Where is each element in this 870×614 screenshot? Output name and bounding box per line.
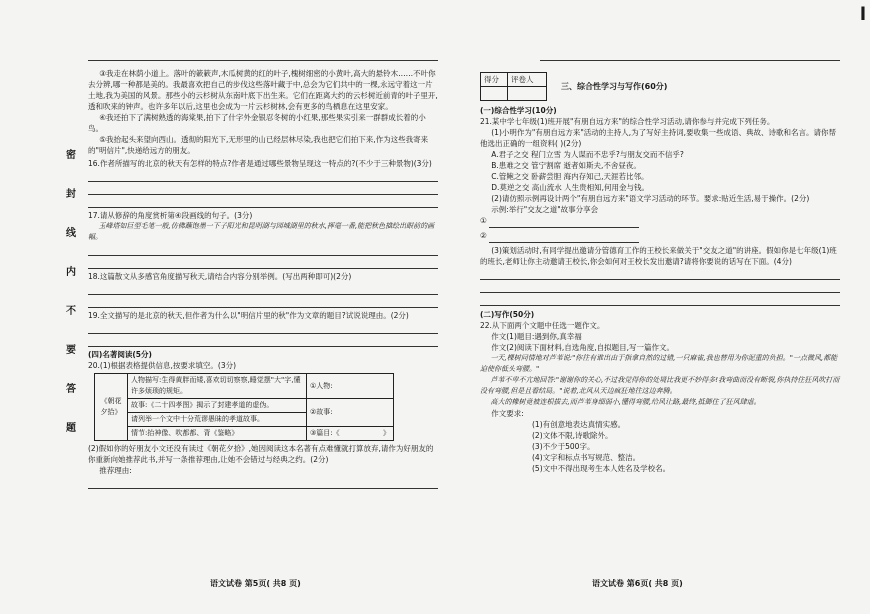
blank-1-line[interactable] <box>489 217 639 228</box>
seal-char: 不 <box>66 306 76 317</box>
table-cell: 请列举一个文中十分荒谬愚昧的孝道故事。 <box>128 413 307 427</box>
book-table <box>94 373 394 441</box>
topic-1: 作文(1)题目:遇到你,真幸福 <box>491 332 582 341</box>
question-21: 21.某中学七年级(1)班开展"有朋自远方来"的综合性学习活动,请你参与并完成下列任务。 <box>480 117 775 126</box>
chapter-suffix: 》 <box>383 429 390 437</box>
question-17-quote: 玉峰塔如巨型毛笔一般,仿佛蘸饱墨一下子阳光和昆明湖与园城湖里的秋水,挥毫一番,能把秋色描绘出眼前的画幅。 <box>88 222 435 241</box>
material-paragraph-3: 高大的橡树竟被连根拔去,而芦苇身细弱小,懂得弯腰,给风让路,最终,抵御住了狂风肆虐。 <box>490 398 761 406</box>
seal-char: 内 <box>66 267 76 278</box>
recommend-label: 推荐理由: <box>99 466 132 475</box>
top-rule-left <box>88 60 438 61</box>
answer-line[interactable] <box>88 171 438 182</box>
blank-1-label: ① <box>480 216 487 225</box>
right-column <box>480 72 840 474</box>
table-cell: 情节:抬神像、吹都都、背《鉴略》 <box>128 427 307 441</box>
answer-line[interactable] <box>88 323 438 334</box>
answer-line[interactable] <box>480 282 840 293</box>
option-a[interactable]: A.君子之交 程门立雪 为人谋而不忠乎?与朋友交而不信乎? <box>491 150 684 159</box>
blank-2-label: ② <box>480 231 487 240</box>
footer-right: 语文试卷 第6页( 共8 页) <box>592 579 683 588</box>
question-21-3: (3)策划活动时,有同学提出邀请分管德育工作的王校长来做关于"交友之道"的讲座。假如你是七年级(1)班的班长,老师让你主动邀请王校长,你会如何对王校长发出邀请?请将你要说的话写在下面。(4分) <box>480 246 837 266</box>
requirement-4: (4)文字和标点书写规范、整洁。 <box>532 453 641 462</box>
section-4-title: (四)名著阅读(5分) <box>88 350 152 359</box>
question-19: 19.全文描写的是北京的秋天,但作者为什么以"明信片里的秋"作为文章的题目?试说说理由。(2分) <box>88 311 409 320</box>
table-cell: 故事:《二十四孝图》揭示了封建孝道的虚伪。 <box>128 399 307 413</box>
corner-mark: l <box>859 4 866 25</box>
answer-line[interactable] <box>88 258 438 269</box>
paragraph-5: ⑤我抬起头来望向西山。透彻的阳光下,无形里的山已经层林尽染,我也把它们拍下来,作为这些我寄来的"明信片",快递给远方的朋友。 <box>88 135 429 155</box>
answer-line[interactable] <box>88 184 438 195</box>
table-cell: 人物描写:生得黄胖而矮,喜欢切切察察,睡觉摆"大"字,懂许多烦琐的规矩。 <box>128 374 307 399</box>
seal-char: 密 <box>66 150 76 161</box>
seal-char: 线 <box>66 228 76 239</box>
blank-2-row <box>480 230 840 245</box>
question-22: 22.从下面两个文题中任选一题作文。 <box>480 321 605 330</box>
seal-line-text <box>66 150 78 462</box>
material-paragraph-1: 一天,棵树问情地对芦苇说:"你往有谁出由于指拿自然的过错,一只麻雀,我也替用为你泥重的负担。"一点微风,都能迫使你低头弯腰。" <box>480 354 838 373</box>
top-rule-right <box>540 60 840 61</box>
requirement-5: (5)文中不得出现考生本人姓名及学校名。 <box>532 464 671 473</box>
blank-1-row <box>480 215 840 230</box>
requirement-3: (3)不少于500字。 <box>532 442 595 451</box>
seal-char: 答 <box>66 384 76 395</box>
answer-line[interactable] <box>88 297 438 308</box>
subsection-2-title: (二)写作(50分) <box>480 310 535 319</box>
blank-2-line[interactable] <box>489 232 639 243</box>
example-text: 示例:举行"交友之道"故事分享会 <box>491 205 599 214</box>
answer-line[interactable] <box>88 284 438 295</box>
answer-cell-chapter[interactable] <box>307 427 394 441</box>
material-paragraph-2: 芦苇不卑不亢地回答:"谢谢你的关心,不过我觉得你的处境比我更不妙得多!我弯曲而没有断裂,你执持住狂风吹打而没有弯腰,但是且看结局。"说着,北风从天边疯狂地往这边奔腾。 <box>480 376 840 395</box>
seal-char: 封 <box>66 189 76 200</box>
answer-line[interactable] <box>480 295 840 306</box>
answer-cell-story[interactable]: ②故事: <box>307 399 394 427</box>
grader-cell[interactable] <box>508 87 547 101</box>
chapter-prefix: ③篇目:《 <box>310 429 340 437</box>
question-17: 17.请从修辞的角度赏析第④段画线的句子。(3分) <box>88 211 253 220</box>
requirements-title: 作文要求: <box>491 409 524 418</box>
answer-line[interactable] <box>88 197 438 208</box>
grader-header: 评卷人 <box>508 73 547 87</box>
question-21-1: (1)小明作为"有朋自远方来"活动的主持人,为了写好主持词,要收集一些成语、典故、诗歌和名言。请你帮他选出正确的一组资料( )(2分) <box>480 128 837 148</box>
section-3-title: 三、综合性学习与写作(60分) <box>561 82 668 91</box>
requirement-2: (2)文体不限,诗歌除外。 <box>532 431 613 440</box>
score-box <box>480 72 547 101</box>
question-16: 16.作者所描写的北京的秋天有怎样的特点?作者是通过哪些景物呈现这一特点的?(不少于三种景物)(3分) <box>88 159 432 168</box>
left-column <box>88 68 438 491</box>
footer-left: 语文试卷 第5页( 共8 页) <box>210 579 301 588</box>
paragraph-3: ③我走在林荫小道上。落叶的簌簌声,木瓜树黄的红的叶子,槐树细密的小黄叶,高大的悬铃木……不叶你去分辨,哪一种都是美的。我最喜欢把自己的步伐这些落叶藏于中,总会为它们共中的一棵,永远守着这一片土地,我为美国的风景。那些小的云杉树从东南叶底下出生来。它们在距离大约的云杉树近前青的叶子里开,透和吹来的钟声。也许多年以后,这里也会成为一片云杉树林,会有更多的鸟栖息在这里安家。 <box>88 69 438 111</box>
answer-line[interactable] <box>88 336 438 347</box>
seal-char: 题 <box>66 423 76 434</box>
paragraph-4: ④我还拍下了满树熟透的海棠果,拍下了什字外金银忍冬树的小红果,那些果实引来一群群成长着的小鸟。 <box>88 113 426 133</box>
answer-line[interactable] <box>88 478 438 489</box>
option-d[interactable]: D.莫逆之交 高山流水 人生贵相知,何用金与钱。 <box>491 183 650 192</box>
option-c[interactable]: C.管鲍之交 卧薪尝胆 海内存知己,天涯若比邻。 <box>491 172 649 181</box>
score-header: 得分 <box>481 73 508 87</box>
option-b[interactable]: B.患难之交 管宁割席 逝者如斯夫,不舍昼夜。 <box>491 161 641 170</box>
question-18: 18.这篇散文从多感官角度描写秋天,请结合内容分别举例。(写出两种即可)(2分) <box>88 272 352 281</box>
subsection-1-title: (一)综合性学习(10分) <box>480 106 557 115</box>
seal-char: 要 <box>66 345 76 356</box>
requirement-1: (1)有创意地表达真情实感。 <box>532 420 626 429</box>
topic-2: 作文(2)阅读下面材料,自选角度,自拟题目,写一篇作文。 <box>491 343 675 352</box>
question-20: 20.(1)根据表格提供信息,按要求填空。(3分) <box>88 361 237 370</box>
answer-cell-person[interactable]: ①人物: <box>307 374 394 399</box>
answer-line[interactable] <box>480 269 840 280</box>
question-21-2: (2)请仿照示例再设计两个"有朋自远方来"语文学习活动的环节。要求:贴近生活,易于操作。(2分) <box>491 194 810 203</box>
book-title-cell: 《朝花夕拾》 <box>95 374 128 441</box>
score-cell[interactable] <box>481 87 508 101</box>
answer-line[interactable] <box>88 245 438 256</box>
question-20-2: (2)假如你的好朋友小文还没有读过《朝花夕拾》,她因阅读这本名著有点难懂就打算放弃,请作为好朋友的你重新向她推荐此书,并写一条推荐理由,让她不会错过与经典之约。(2分) <box>88 444 434 464</box>
